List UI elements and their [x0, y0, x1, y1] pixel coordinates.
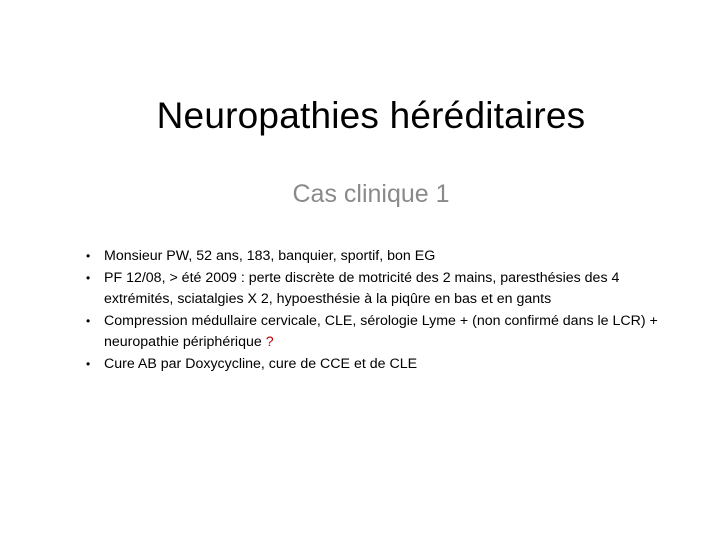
bullet-item-patient	[80, 246, 680, 268]
bullet-text: Monsieur PW, 52 ans, 183, banquier, sportif, bon EG	[104, 248, 436, 264]
question-mark: ?	[265, 334, 274, 350]
bullet-item-diagnosis	[80, 311, 680, 354]
bullet-dot-icon: •	[86, 356, 91, 371]
bullet-text: Cure AB par Doxycycline, cure de CCE et de CLE	[104, 355, 418, 372]
slide-title: Neuropathies héréditaires	[156, 94, 586, 136]
bullet-dot-icon: •	[86, 313, 91, 328]
bullet-text: Compression médullaire cervicale, CLE, sérologie Lyme + (non confirmé dans le LCR) + neuropathie périphérique	[104, 312, 658, 350]
bullet-text: PF 12/08, > été 2009 : perte discrète de motricité des 2 mains, paresthésies des 4 extrémités, sciatalgies X 2, hypoesthésie à la piqûre en bas et en gants	[104, 269, 620, 307]
bullet-dot-icon: •	[86, 249, 91, 263]
bullet-item-treatment	[80, 354, 680, 376]
bullet-list	[80, 246, 680, 375]
slide-subtitle: Cas clinique 1	[292, 180, 450, 208]
bullet-item-history	[80, 268, 680, 311]
bullet-dot-icon: •	[86, 270, 91, 285]
